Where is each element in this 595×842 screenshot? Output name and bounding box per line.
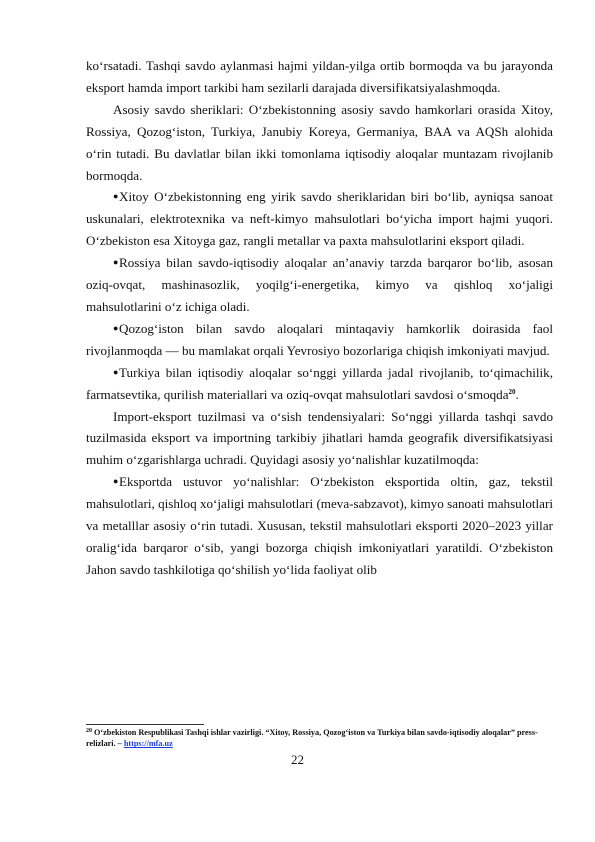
- footnote-text: O‘zbekiston Respublikasi Tashqi ishlar vazirligi. “Xitoy, Rossiya, Qozog‘iston va Turkiya bilan savdo-iqtisodiy aloqalar” press-relizlari. –: [86, 728, 538, 749]
- bullet-icon: ●: [113, 191, 119, 202]
- footnote: [86, 726, 556, 750]
- bullet-icon: ●: [113, 476, 119, 487]
- bullet-item-turkey: [86, 362, 553, 406]
- bullet-icon: ●: [113, 322, 119, 333]
- bullet-text: Qozog‘iston bilan savdo aloqalari mintaqaviy hamkorlik doirasida faol rivojlanmoqda — bu mamlakat orqali Yevrosiyo bozorlariga chiqish imkoniyati mavjud.: [86, 320, 553, 358]
- paragraph-continuation: [86, 55, 553, 99]
- footnote-ref[interactable]: 20: [508, 387, 516, 396]
- bullet-icon: ●: [113, 366, 119, 377]
- bullet-text: Eksportda ustuvor yo‘nalishlar: O‘zbekiston eksportida oltin, gaz, tekstil mahsulotlari, qishloq xo‘jaligi mahsulotlari (meva-sabzavot), kimyo sanoati mahsulotlari va metalllar asosiy o‘rin tutadi. Xususan, tekstil mahsulotlari eksporti 2020–2023 yillar oralig‘ida barqaror o‘sib, yangi bozorga chiqish imkoniyatlari yaratildi. O‘zbekiston Jahon savdo tashkilotiga qo‘shilish yo‘lida faoliyat olib: [86, 474, 553, 577]
- body-text: [86, 55, 553, 581]
- footnote-number: 20: [86, 728, 92, 734]
- bullet-item-russia: [86, 252, 553, 318]
- bullet-text: Turkiya bilan iqtisodiy aloqalar so‘nggi yillarda jadal rivojlanib, to‘qimachilik, farmatsevtika, qurilish materiallari va oziq-ovqat mahsulotlari savdosi o‘smoqda: [86, 364, 553, 402]
- bullet-item-export-priorities: [86, 471, 553, 581]
- footnote-divider: [86, 724, 204, 725]
- bullet-text: Rossiya bilan savdo-iqtisodiy aloqalar an’anaviy tarzda barqaror bo‘lib, asosan oziq-ovqat, mashinasozlik, yoqilg‘i-energetika, kimyo va qishloq xo‘jaligi mahsulotlarini o‘z ichiga oladi.: [86, 255, 553, 314]
- paragraph-text: Import-eksport tuzilmasi va o‘sish tendensiyalari: So‘nggi yillarda tashqi savdo tuzilmasida eksport va importning tarkibiy jihatlari hamda geografik diversifikatsiyasi muhim o‘zgarishlarga uchradi. Quyidagi asosiy yo‘nalishlar kuzatilmoqda:: [86, 408, 553, 468]
- bullet-item-kazakhstan: [86, 318, 553, 362]
- bullet-icon: ●: [113, 257, 119, 268]
- paragraph-import-export: [86, 406, 553, 472]
- paragraph-text: Asosiy savdo sheriklari: O‘zbekistonning asosiy savdo hamkorlari orasida Xitoy, Rossiya, Qozog‘iston, Turkiya, Janubiy Koreya, Germaniya, BAA va AQSh alohida o‘rin tutadi. Bu davlatlar bilan ikki tomonlama iqtisodiy aloqalar muntazam rivojlanib bormoqda.: [86, 101, 553, 183]
- bullet-item-china: [86, 186, 553, 252]
- footnote-link[interactable]: https://mfa.uz: [123, 739, 173, 749]
- bullet-text-tail: .: [515, 386, 519, 402]
- page-number: 22: [291, 752, 304, 767]
- paragraph-trade-partners: [86, 99, 553, 187]
- bullet-text: Xitoy O‘zbekistonning eng yirik savdo sheriklaridan biri bo‘lib, ayniqsa sanoat uskunalari, elektrotexnika va neft-kimyo mahsulotlari bo‘yicha import hajmi yuqori. O‘zbekiston esa Xitoyga gaz, rangli metallar va paxta mahsulotlarini eksport qiladi.: [86, 189, 553, 249]
- paragraph-text: ko‘rsatadi. Tashqi savdo aylanmasi hajmi yildan-yilga ortib bormoqda va bu jarayonda eksport hamda import tarkibi ham sezilarli darajada diversifikatsiyalashmoqda.: [86, 58, 553, 95]
